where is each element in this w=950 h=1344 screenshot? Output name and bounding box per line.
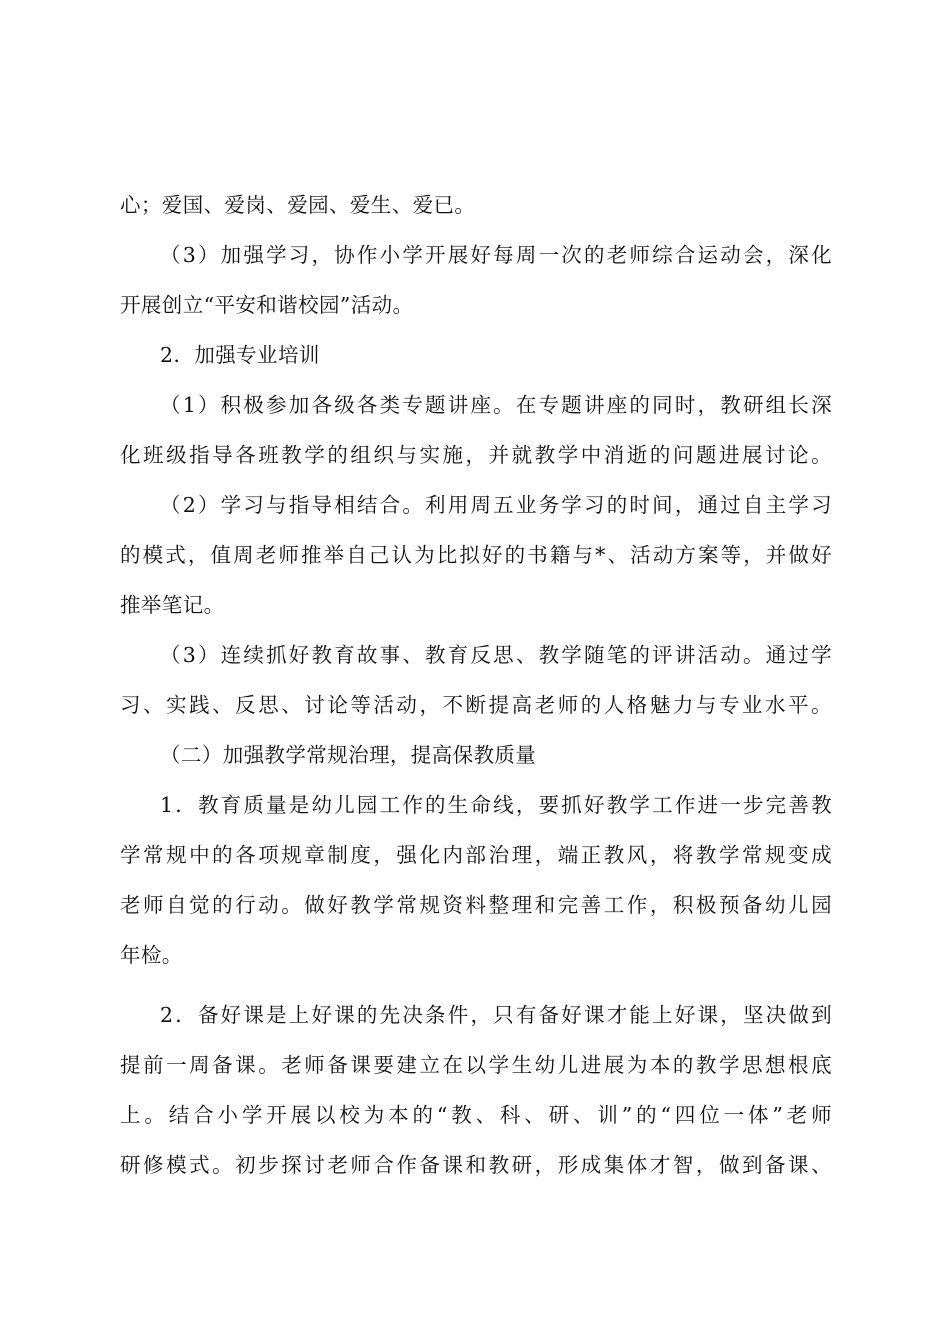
text-line-14: 学常规中的各项规章制度，强化内部治理，端正教风，将教学常规变成 (120, 843, 832, 867)
text-line-6: 化班级指导各班教学的组织与实施，并就教学中消逝的问题进展讨论。 (120, 443, 832, 467)
text-line-10: （3）连续抓好教育故事、教育反思、教学随笔的评讲活动。通过学 (160, 643, 832, 667)
text-line-11: 习、实践、反思、讨论等活动，不断提高老师的人格魅力与专业水平。 (120, 693, 832, 717)
text-line-16: 年检。 (120, 943, 183, 967)
text-line-13: 1．教育质量是幼儿园工作的生命线，要抓好教学工作进一步完善教 (160, 793, 832, 817)
text-line-2: （3）加强学习，协作小学开展好每周一次的老师综合运动会，深化 (160, 243, 832, 267)
text-line-15: 老师自觉的行动。做好教学常规资料整理和完善工作，积极预备幼儿园 (120, 893, 832, 917)
text-line-5: （1）积极参加各级各类专题讲座。在专题讲座的同时，教研组长深 (160, 393, 832, 417)
section-heading-er: （二）加强教学常规治理，提高保教质量 (160, 743, 537, 767)
text-line-3: 开展创立“平安和谐校园”活动。 (120, 293, 414, 317)
text-line-8: 的模式，值周老师推举自己认为比拟好的书籍与*、活动方案等，并做好 (120, 543, 832, 567)
text-line-18: 提前一周备课。老师备课要建立在以学生幼儿进展为本的教学思想根底 (120, 1053, 832, 1077)
text-line-17: 2．备好课是上好课的先决条件，只有备好课才能上好课，坚决做到 (160, 1003, 832, 1027)
section-heading-2: 2．加强专业培训 (160, 343, 320, 367)
text-line-19: 上。结合小学开展以校为本的“教、科、研、训”的“四位一体”老师 (120, 1103, 832, 1127)
text-line-9: 推举笔记。 (120, 593, 225, 617)
text-line-20: 研修模式。初步探讨老师合作备课和教研，形成集体才智，做到备课、 (120, 1153, 832, 1177)
text-line-1: 心；爱国、爱岗、爱园、爱生、爱已。 (120, 193, 476, 217)
text-line-7: （2）学习与指导相结合。利用周五业务学习的时间，通过自主学习 (160, 493, 832, 517)
